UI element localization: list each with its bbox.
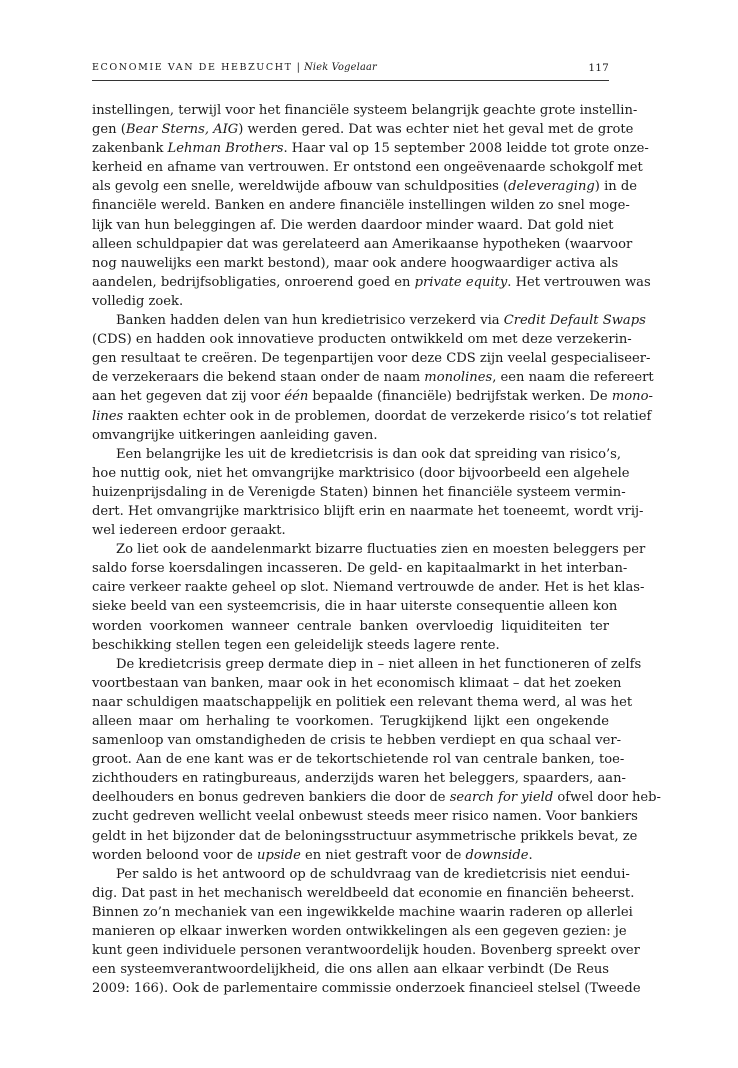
italic-term: Bear Sterns, AIG xyxy=(125,122,239,138)
italic-term: lines xyxy=(92,408,124,424)
text-line xyxy=(92,330,632,349)
body-text xyxy=(92,101,661,998)
text-segment: kerheid en afname van vertrouwen. Er ontstond een ongeëvenaarde schokgolf met xyxy=(92,160,643,176)
text-segment: een systeemverantwoordelijkheid, die ons allen aan elkaar verbindt (De Reus xyxy=(92,962,609,978)
text-line xyxy=(92,922,627,941)
text-segment: lijk van hun beleggingen af. Die werden daardoor minder waard. Dat gold niet xyxy=(92,217,614,233)
italic-term: Lehman Brothers xyxy=(167,141,284,157)
author-name: Niek Vogelaar xyxy=(304,62,377,73)
text-line xyxy=(92,559,628,578)
text-line xyxy=(92,387,653,406)
italic-term: monolines xyxy=(424,370,493,386)
italic-term: private equity xyxy=(414,274,508,290)
text-line xyxy=(92,368,654,387)
text-segment: Banken hadden delen van hun kredietrisico verzekerd via xyxy=(116,313,504,329)
text-segment: als gevolg een snelle, wereldwijde afbouw van schuldposities ( xyxy=(92,179,509,195)
text-segment: caire verkeer raakte geheel op slot. Niemand vertrouwde de ander. Het is het klas- xyxy=(92,580,645,596)
text-segment: dig. Dat past in het mechanisch wereldbeeld dat economie en financiën beheerst. xyxy=(92,885,635,901)
text-line xyxy=(92,884,635,903)
text-segment: instellingen, terwijl voor het financiële systeem belangrijk geachte grote instellin- xyxy=(92,103,638,118)
italic-term: downside xyxy=(465,847,529,863)
text-line xyxy=(92,139,649,158)
text-line xyxy=(92,101,638,120)
text-segment: worden beloond voor de xyxy=(92,847,258,863)
text-segment: gen ( xyxy=(92,122,126,138)
text-line xyxy=(92,273,651,292)
text-segment: De kredietcrisis greep dermate diep in – niet alleen in het functioneren of zelfs xyxy=(116,656,642,672)
italic-term: upside xyxy=(257,847,301,863)
text-segment: aan het gegeven dat zij voor xyxy=(92,389,285,405)
running-header xyxy=(92,62,609,78)
italic-term: mono- xyxy=(611,389,653,405)
text-segment: naar schuldigen maatschappelijk en politiek een relevant thema werd, al was het xyxy=(92,694,633,710)
text-segment: worden voorkomen wanneer centrale banken overvloedig liquiditeiten ter xyxy=(92,618,609,634)
text-segment: , een naam die refereert xyxy=(492,370,654,386)
text-line xyxy=(92,827,638,846)
text-segment: financiële wereld. Banken en andere financiële instellingen wilden zo snel moge- xyxy=(92,198,630,214)
text-line xyxy=(92,655,642,674)
text-line xyxy=(92,636,609,655)
text-line xyxy=(92,349,651,368)
text-segment: groot. Aan de ene kant was er de tekortschietende rol van centrale banken, toe- xyxy=(92,752,625,768)
text-line xyxy=(92,177,637,196)
text-line xyxy=(92,865,630,884)
text-line xyxy=(92,578,645,597)
text-segment: huizenprijsdaling in de Verenigde Staten) binnen het financiële systeem vermin- xyxy=(92,484,626,500)
text-segment: geldt in het bijzonder dat de beloningsstructuur asymmetrische prikkels bevat, ze xyxy=(92,828,638,844)
header-separator: | xyxy=(296,62,301,73)
text-segment: (CDS) en hadden ook innovatieve producten ontwikkeld om met deze verzekerin- xyxy=(92,332,632,348)
italic-term: search for yield xyxy=(449,790,554,806)
text-segment: wel iedereen erdoor geraakt. xyxy=(92,523,286,539)
text-line xyxy=(92,120,634,139)
text-segment: gen resultaat te creëren. De tegenpartijen voor deze CDS zijn veelal gespecialiseer- xyxy=(92,351,651,367)
book-title: ECONOMIE VAN DE HEBZUCHT xyxy=(92,62,293,73)
text-segment: 2009: 166). Ook de parlementaire commissie onderzoek financieel stelsel (Tweede xyxy=(92,981,641,997)
text-segment: Een belangrijke les uit de kredietcrisis is dan ook dat spreiding van risico’s, xyxy=(116,446,622,462)
text-segment: en niet gestraft voor de xyxy=(300,847,466,863)
text-segment: Per saldo is het antwoord op de schuldvraag van de kredietcrisis niet eendui- xyxy=(116,866,630,882)
text-segment: . xyxy=(528,847,533,863)
text-line xyxy=(92,979,641,998)
text-line xyxy=(92,617,609,636)
text-segment: . Het vertrouwen was xyxy=(507,274,651,290)
text-segment: beschikking stellen tegen een geleidelijk steeds lagere rente. xyxy=(92,637,500,653)
text-segment: raakten echter ook in de problemen, doordat de verzekerde risico’s tot relatief xyxy=(123,408,652,424)
running-header-left xyxy=(92,62,377,73)
text-segment: voortbestaan van banken, maar ook in het economisch klimaat – dat het zoeken xyxy=(92,675,622,691)
italic-term: één xyxy=(284,389,309,405)
text-segment: ofwel door heb- xyxy=(553,790,661,806)
text-line xyxy=(92,407,652,426)
text-line xyxy=(92,769,626,788)
text-line xyxy=(92,158,643,177)
italic-term: deleveraging xyxy=(508,179,595,195)
text-segment: deelhouders en bonus gedreven bankiers die door de xyxy=(92,790,450,806)
text-line xyxy=(92,502,644,521)
text-line xyxy=(92,254,619,273)
text-segment: de verzekeraars die bekend staan onder de naam xyxy=(92,370,425,386)
text-line xyxy=(92,941,640,960)
text-segment: sieke beeld van een systeemcrisis, die in haar uiterste consequentie alleen kon xyxy=(92,599,618,615)
text-segment: saldo forse koersdalingen incasseren. De geld- en kapitaalmarkt in het interban- xyxy=(92,561,628,577)
text-line xyxy=(92,750,625,769)
text-line xyxy=(92,216,614,235)
text-segment: alleen maar om herhaling te voorkomen. Terugkijkend lijkt een ongekende xyxy=(92,714,609,729)
text-segment: bepaalde (financiële) bedrijfstak werken. De xyxy=(308,389,612,405)
text-line xyxy=(92,235,633,254)
text-line xyxy=(92,846,609,865)
text-segment: zakenbank xyxy=(92,141,168,157)
text-segment: Binnen zo’n mechaniek van een ingewikkelde machine waarin raderen op allerlei xyxy=(92,904,633,920)
text-line xyxy=(92,540,646,559)
text-line xyxy=(92,693,633,712)
text-segment: omvangrijke uitkeringen aanleiding gaven. xyxy=(92,427,378,443)
text-segment: hoe nuttig ook, niet het omvangrijke marktrisico (door bijvoorbeeld een algehele xyxy=(92,465,630,481)
text-line xyxy=(92,464,630,483)
text-segment: . Haar val op 15 september 2008 leidde tot grote onze- xyxy=(283,141,649,157)
text-line xyxy=(92,903,633,922)
text-segment: aandelen, bedrijfsobligaties, onroerend goed en xyxy=(92,274,415,290)
text-line xyxy=(92,960,609,979)
text-line xyxy=(92,674,622,693)
italic-term: Credit Default Swaps xyxy=(503,313,646,329)
text-segment: nog nauwelijks een markt bestond), maar ook andere hoogwaardiger activa als xyxy=(92,255,619,271)
text-segment: Zo liet ook de aandelenmarkt bizarre fluctuaties zien en moesten beleggers per xyxy=(116,542,646,558)
text-segment: alleen schuldpapier dat was gerelateerd aan Amerikaanse hypotheken (waarvoor xyxy=(92,236,633,252)
text-segment: ) werden gered. Dat was echter niet het geval met de grote xyxy=(238,122,634,138)
text-segment: manieren op elkaar inwerken worden ontwikkelingen als een gegeven gezien: je xyxy=(92,924,627,940)
text-line xyxy=(92,196,630,215)
page-number: 117 xyxy=(588,62,609,74)
text-segment: volledig zoek. xyxy=(92,293,184,309)
text-segment: kunt geen individuele personen verantwoordelijk houden. Bovenberg spreekt over xyxy=(92,943,640,959)
text-line xyxy=(92,788,661,807)
text-line xyxy=(92,426,609,445)
text-line xyxy=(92,292,609,311)
text-line xyxy=(92,483,626,502)
text-line xyxy=(92,597,618,616)
text-segment: ) in de xyxy=(594,179,637,195)
text-segment: dert. Het omvangrijke marktrisico blijft erin en naarmate het toeneemt, wordt vrij- xyxy=(92,503,644,519)
text-line xyxy=(92,731,622,750)
text-segment: zucht gedreven wellicht veelal onbewust steeds meer risico namen. Voor bankiers xyxy=(92,809,638,825)
text-segment: zichthouders en ratingbureaus, anderzijds waren het beleggers, spaarders, aan- xyxy=(92,771,626,787)
text-line xyxy=(92,445,622,464)
text-line xyxy=(92,521,609,540)
text-segment: samenloop van omstandigheden de crisis te hebben verdiept en qua schaal ver- xyxy=(92,733,622,749)
header-rule xyxy=(92,80,609,81)
text-line xyxy=(92,311,646,330)
text-line xyxy=(92,712,609,731)
text-line xyxy=(92,807,638,826)
